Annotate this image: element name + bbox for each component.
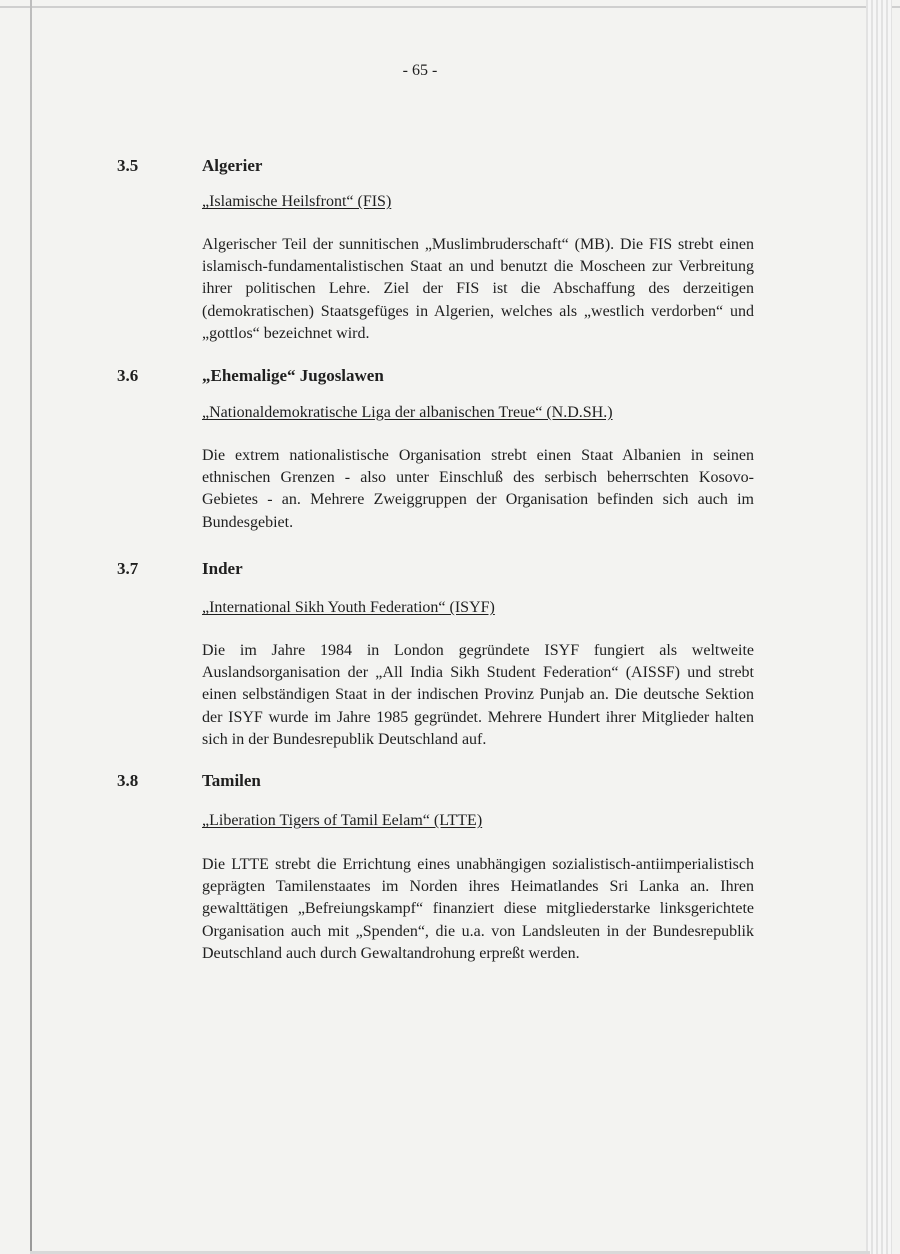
section-heading — [117, 559, 757, 583]
organization-name: „Nationaldemokratische Liga der albanischen Treue“ (N.D.SH.) — [202, 404, 613, 421]
section-title: Algerier — [202, 156, 263, 175]
scan-edge-top — [0, 6, 900, 8]
scan-edge-left — [30, 0, 32, 1254]
section-paragraph: Die im Jahre 1984 in London gegründete ISYF fungiert als weltweite Auslandsorganisation der „All India Sikh Student Federation“ (AISSF) und strebt einen selbständigen Staat in der indischen Provinz Punjab an. Die deutsche Sektion der ISYF wurde im Jahre 1985 gegründet. Mehrere Hundert ihrer Mitglieder halten sich in der Bundesrepublik Deutschland auf. — [202, 642, 754, 748]
section-heading — [117, 156, 757, 180]
section-number: 3.7 — [117, 559, 139, 578]
section-title: Inder — [202, 559, 243, 578]
section-title: Tamilen — [202, 771, 261, 790]
section-paragraph: Algerischer Teil der sunnitischen „Muslimbruderschaft“ (MB). Die FIS strebt einen islamisch-fundamentalistischen Staat an und benutzt die Moscheen zur Verbreitung ihrer politischen Lehre. Ziel der FIS ist die Abschaffung des derzeitigen (demokratischen) Staatsgefüges in Algerien, welches als „westlich verdorben“ und „gottlos“ bezeichnet wird. — [202, 236, 754, 342]
organization-name: „International Sikh Youth Federation“ (ISYF) — [202, 599, 495, 616]
section-paragraph: Die extrem nationalistische Organisation strebt einen Staat Albanien in seinen ethnischen Grenzen - also unter Einschluß des serbisch beherrschten Kosovo-Gebietes - an. Mehrere Zweiggruppen der Organisation befinden sich auch im Bundesgebiet. — [202, 447, 754, 531]
page-number: - 65 - — [402, 62, 438, 79]
scan-edge-right — [866, 0, 892, 1254]
section-number: 3.8 — [117, 771, 139, 790]
section-algerier — [117, 156, 757, 345]
section-jugoslawen — [117, 366, 757, 534]
section-number: 3.6 — [117, 366, 139, 385]
section-heading — [117, 366, 757, 390]
section-heading — [117, 771, 757, 795]
organization-name: „Islamische Heilsfront“ (FIS) — [202, 193, 392, 210]
section-tamilen — [117, 771, 757, 965]
organization-name: „Liberation Tigers of Tamil Eelam“ (LTTE) — [202, 812, 483, 829]
section-paragraph: Die LTTE strebt die Errichtung eines unabhängigen sozialistisch-antiimperialistisch geprägten Tamilenstaates im Norden ihres Heimatlandes Sri Lanka an. Ihren gewalttätigen „Befreiungskampf“ finanziert diese mitgliederstarke linksgerichtete Organisation auch mit „Spenden“, die u.a. von Landsleuten in der Bundesrepublik Deutschland auch durch Gewaltandrohung erpreßt werden. — [202, 856, 754, 962]
section-title: „Ehemalige“ Jugoslawen — [202, 366, 384, 385]
section-number: 3.5 — [117, 156, 139, 175]
section-inder — [117, 559, 757, 751]
